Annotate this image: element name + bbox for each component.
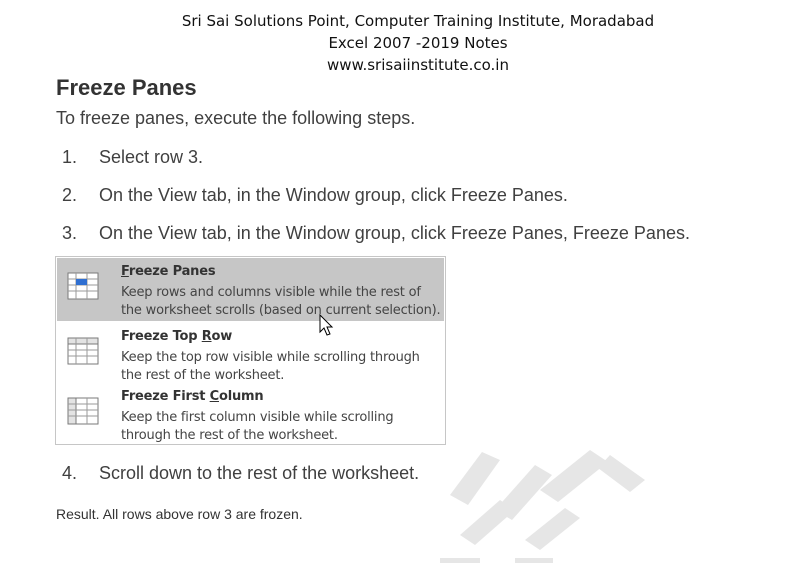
document-header: [0, 10, 804, 76]
step-text: Select row 3.: [99, 147, 204, 167]
step-text: Scroll down to the rest of the worksheet.: [99, 463, 420, 483]
menu-item-freeze-first-column[interactable]: [57, 383, 444, 441]
step-number: 4.: [62, 463, 78, 483]
freeze-panes-dropdown-menu: [55, 256, 446, 445]
menu-item-description: Keep rows and columns visible while the rest of the worksheet scrolls (based on current selection).: [121, 285, 441, 318]
step-text: On the View tab, in the Window group, click Freeze Panes.: [99, 185, 568, 205]
watermark-graphic: [440, 440, 670, 563]
menu-item-title: Freeze Panes: [121, 264, 216, 279]
section-intro: To freeze panes, execute the following steps.: [56, 108, 416, 128]
menu-item-description: Keep the top row visible while scrolling through the rest of the worksheet.: [121, 350, 420, 383]
menu-item-title: Freeze Top Row: [121, 329, 233, 344]
menu-item-freeze-top-row[interactable]: [57, 323, 444, 383]
freeze-first-column-icon: [67, 397, 101, 427]
section-title: Freeze Panes: [56, 75, 197, 100]
header-course: Excel 2007 -2019 Notes: [328, 34, 508, 52]
mouse-pointer-icon: [319, 314, 335, 338]
step-item: [62, 147, 203, 168]
step-text: On the View tab, in the Window group, click Freeze Panes, Freeze Panes.: [99, 223, 690, 243]
step-number: 1.: [62, 147, 78, 167]
menu-item-title: Freeze First Column: [121, 389, 264, 404]
menu-item-description: Keep the first column visible while scrolling through the rest of the worksheet.: [121, 410, 394, 443]
step-item: [62, 463, 419, 484]
step-item: [62, 223, 690, 244]
freeze-top-row-icon: [67, 337, 101, 367]
menu-item-freeze-panes[interactable]: [57, 258, 444, 321]
step-item: [62, 185, 568, 206]
result-text: Result. All rows above row 3 are frozen.: [56, 506, 303, 522]
freeze-panes-icon: [67, 272, 101, 302]
header-institute: Sri Sai Solutions Point, Computer Training Institute, Moradabad: [181, 12, 655, 30]
step-number: 2.: [62, 185, 78, 205]
step-number: 3.: [62, 223, 78, 243]
header-website: www.srisaiinstitute.co.in: [327, 56, 509, 74]
